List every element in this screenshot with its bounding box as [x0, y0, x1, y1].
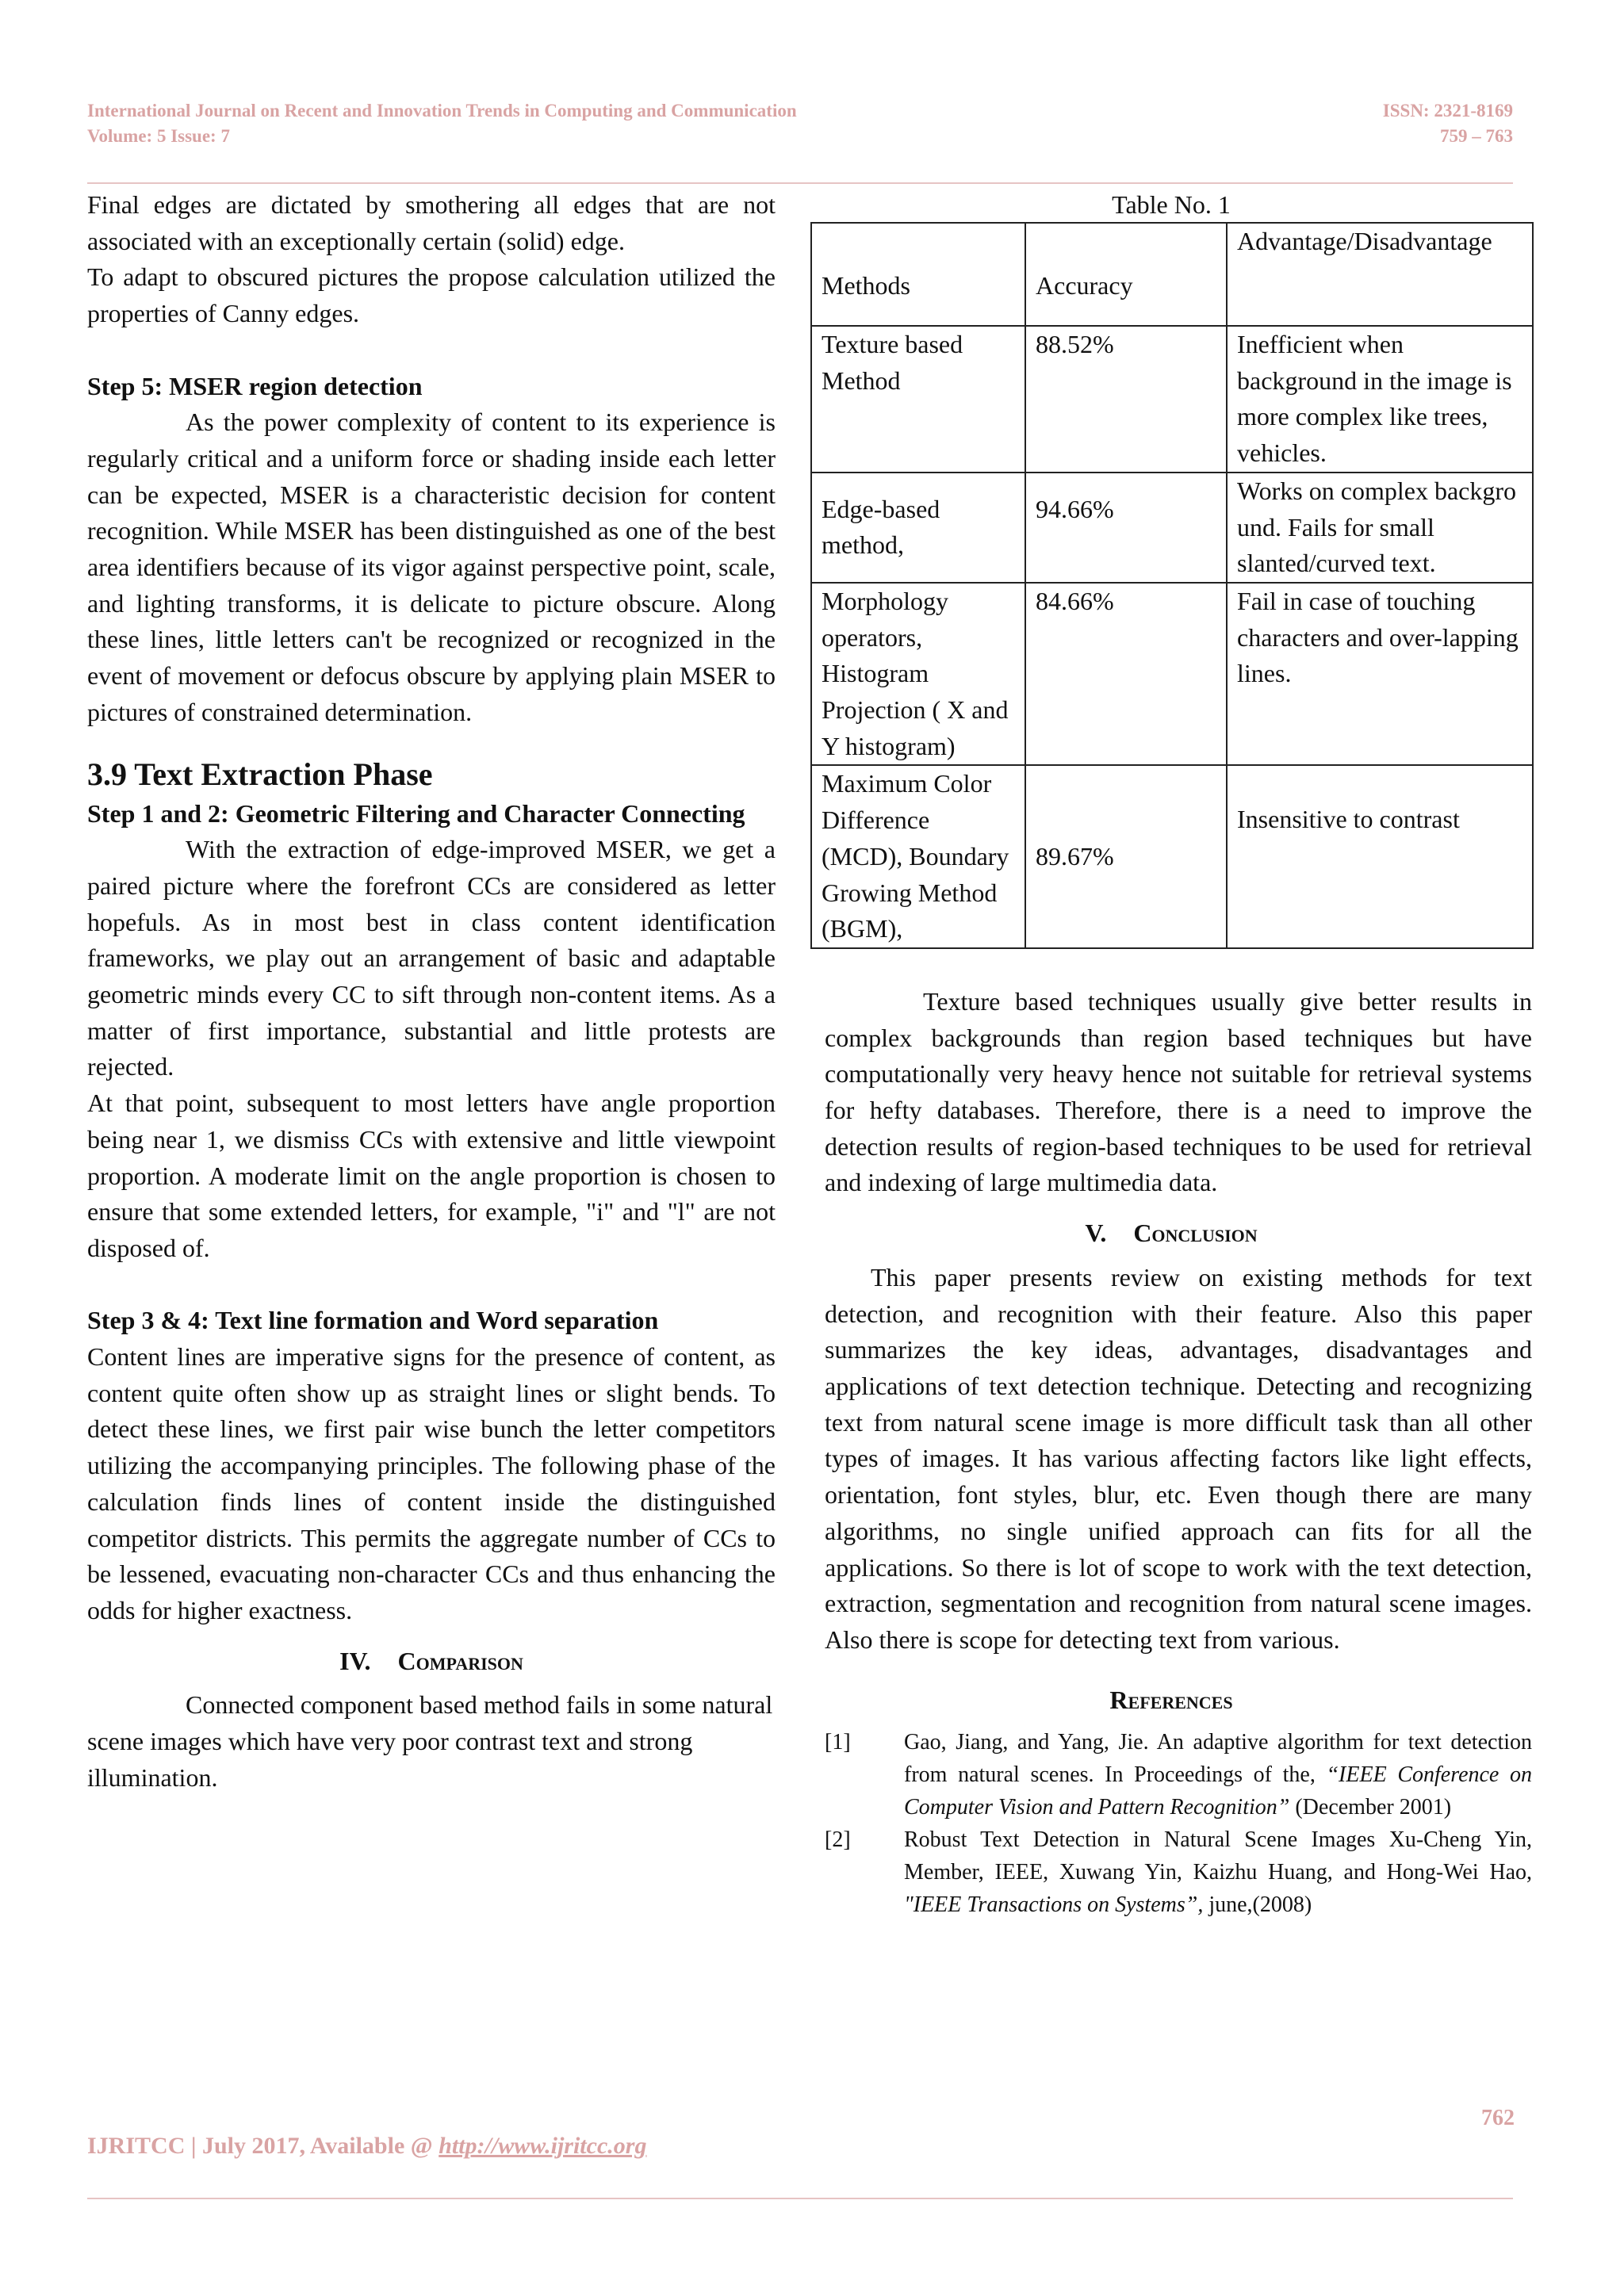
journal-pages: 759 – 763 [1440, 126, 1513, 146]
table-cell-note: Fail in case of touching characters and over-lapping lines. [1227, 583, 1533, 766]
section-conclusion-heading [810, 1215, 1532, 1252]
reference-venue: “IEEE Conference on Computer Vision and Pattern Recognition” [904, 1762, 1533, 1820]
footer-text [87, 2133, 646, 2160]
page-number: 762 [1481, 2106, 1515, 2130]
footer-label: IJRITCC | July 2017, Available @ [87, 2133, 439, 2159]
section-comparison-heading [87, 1644, 776, 1680]
section-3-9-heading: 3.9 Text Extraction Phase [87, 756, 433, 792]
step12-paragraph-2: At that point, subsequent to most letters have angle proportion being near 1, we dismiss CCs with extensive and little viewpoint proportion. A moderate limit on the angle proportion is chosen to ensure that some extended letters, for example, "i" and "l" are not disposed of. [87, 1089, 776, 1262]
section-title: Comparison [397, 1646, 523, 1675]
table-cell-method: Maximum Color Difference (MCD), Boundary Growing Method (BGM), [811, 765, 1025, 948]
reference-authors: Robust Text Detection in Natural Scene Images Xu-Cheng Yin, Member, IEEE, Xuwang Yin, Kaizhu Huang, and Hong-Wei Hao, [904, 1827, 1532, 1885]
journal-issn-block [1383, 98, 1513, 149]
references-heading [810, 1682, 1532, 1719]
table-header-cell: Accuracy [1025, 223, 1227, 326]
reference-list [810, 1726, 1532, 1921]
right-column [810, 187, 1532, 1921]
step34-paragraph: Content lines are imperative signs for the presence of content, as content quite often show up as straight lines or slight bends. To detect these lines, we first pair wise bunch the letter competitors utilizing the accompanying principles. The following phase of the calculation finds lines of content inside the distinguished competitor districts. This permits the aggregate number of CCs to be lessened, evacuating non-character CCs and thus enhancing the odds for higher exactness. [87, 1342, 776, 1624]
table-row [811, 583, 1533, 766]
reference-date: (December 2001) [1289, 1795, 1452, 1820]
table-cell-accuracy: 89.67% [1025, 765, 1227, 948]
table-cell-note: Works on complex backgro und. Fails for small slanted/curved text. [1227, 473, 1533, 583]
reference-authors: Gao, Jiang, and Yang, Jie. An adaptive algorithm for text detection from natural scenes. In Proceedings of the, [904, 1730, 1532, 1788]
footer-divider [87, 2198, 1513, 2199]
table-row [811, 473, 1533, 583]
table-cell-method: Texture based Method [811, 326, 1025, 473]
reference-number: [2] [825, 1827, 851, 1853]
left-column [87, 187, 776, 1797]
paragraph-texture-techniques: Texture based techniques usually give better results in complex backgrounds than region based techniques but have computationally very heavy hence not suitable for retrieval systems for hefty databases. Therefore, there is a need to improve the detection results of region-based techniques to be used for retrieval and indexing of large multimedia data. [825, 986, 1532, 1197]
step12-paragraph: With the extraction of edge-improved MSER, we get a paired picture where the forefront CCs are considered as letter hopefuls. As in most best in class content identification frameworks, we play out an arrangement of basic and adaptable geometric minds every CC to sift through non-content items. As a matter of first importance, substantial and little protests are rejected. [87, 835, 776, 1081]
reference-item [810, 1726, 1532, 1823]
reference-date: june,(2008) [1203, 1892, 1312, 1918]
reference-text [904, 1726, 1532, 1823]
table-header-cell: Advantage/Disadvantage [1227, 223, 1533, 326]
step12-heading: Step 1 and 2: Geometric Filtering and Character Connecting [87, 798, 745, 828]
paragraph-canny: To adapt to obscured pictures the propose calculation utilized the properties of Canny edges. [87, 262, 776, 328]
spacer [87, 1267, 776, 1303]
spacer [810, 949, 1532, 984]
table-cell-accuracy: 84.66% [1025, 583, 1227, 766]
step5-heading: Step 5: MSER region detection [87, 371, 423, 400]
reference-number: [1] [825, 1730, 851, 1755]
step5-paragraph: As the power complexity of content to its experience is regularly critical and a uniform force or shading inside each letter can be expected, MSER is a characteristic decision for content recognition. While MSER has been distinguished as one of the best area identifiers because of its vigor against perspective point, scale, and lighting transforms, it is delicate to picture obscure. Along these lines, little letters can't be recognized or recognized in the event of movement or defocus obscure by applying plain MSER to pictures of constrained determination. [87, 408, 776, 726]
journal-header [87, 98, 797, 149]
journal-url-link[interactable]: http://www.ijritcc.org [439, 2133, 647, 2159]
table-cell-method: Morphology operators, Histogram Projection ( X and Y histogram) [811, 583, 1025, 766]
header-divider [87, 182, 1513, 184]
section-number: V. [1085, 1219, 1107, 1248]
step34-heading: Step 3 & 4: Text line formation and Word separation [87, 1306, 659, 1335]
table-cell-accuracy: 88.52% [1025, 326, 1227, 473]
spacer [87, 332, 776, 369]
table-caption: Table No. 1 [1112, 190, 1231, 219]
table-cell-method: Edge-based method, [811, 473, 1025, 583]
journal-title: International Journal on Recent and Innovation Trends in Computing and Communication [87, 101, 797, 121]
reference-text [904, 1823, 1532, 1921]
table-cell-accuracy: 94.66% [1025, 473, 1227, 583]
table-header-row [811, 223, 1533, 326]
journal-issn: ISSN: 2321-8169 [1382, 101, 1513, 121]
section-number: IV. [339, 1646, 371, 1675]
table-row [811, 765, 1533, 948]
section-title: Conclusion [1133, 1219, 1258, 1248]
table-cell-note: Inefficient when background in the image is more complex like trees, vehicles. [1227, 326, 1533, 473]
conclusion-paragraph: This paper presents review on existing methods for text detection, and recognition with their feature. Also this paper summarizes the key ideas, advantages, disadvantages and applications of text detection technique. Detecting and recognizing text from natural scene image is more difficult task than all other types of images. It has various affecting factors like light effects, orientation, font styles, blur, etc. Even though there are many algorithms, no single unified approach can fits for all the applications. So there is lot of scope to work with the text detection, extraction, segmentation and recognition from natural scene images. Also there is scope for detecting text from various. [825, 1262, 1532, 1654]
journal-volume: Volume: 5 Issue: 7 [87, 126, 230, 146]
table-header-cell: Methods [811, 223, 1025, 326]
table-row [811, 326, 1533, 473]
section-title: References [1109, 1685, 1233, 1714]
table-cell-note: Insensitive to contrast [1227, 765, 1533, 948]
reference-venue: "IEEE Transactions on Systems”, [904, 1892, 1204, 1918]
paragraph-final-edges: Final edges are dictated by smothering all edges that are not associated with an exceptionally certain (solid) edge. [87, 190, 776, 255]
reference-item [810, 1823, 1532, 1921]
comparison-paragraph: Connected component based method fails in some natural scene images which have very poor contrast text and strong illumination. [87, 1690, 773, 1792]
comparison-table [810, 222, 1534, 949]
